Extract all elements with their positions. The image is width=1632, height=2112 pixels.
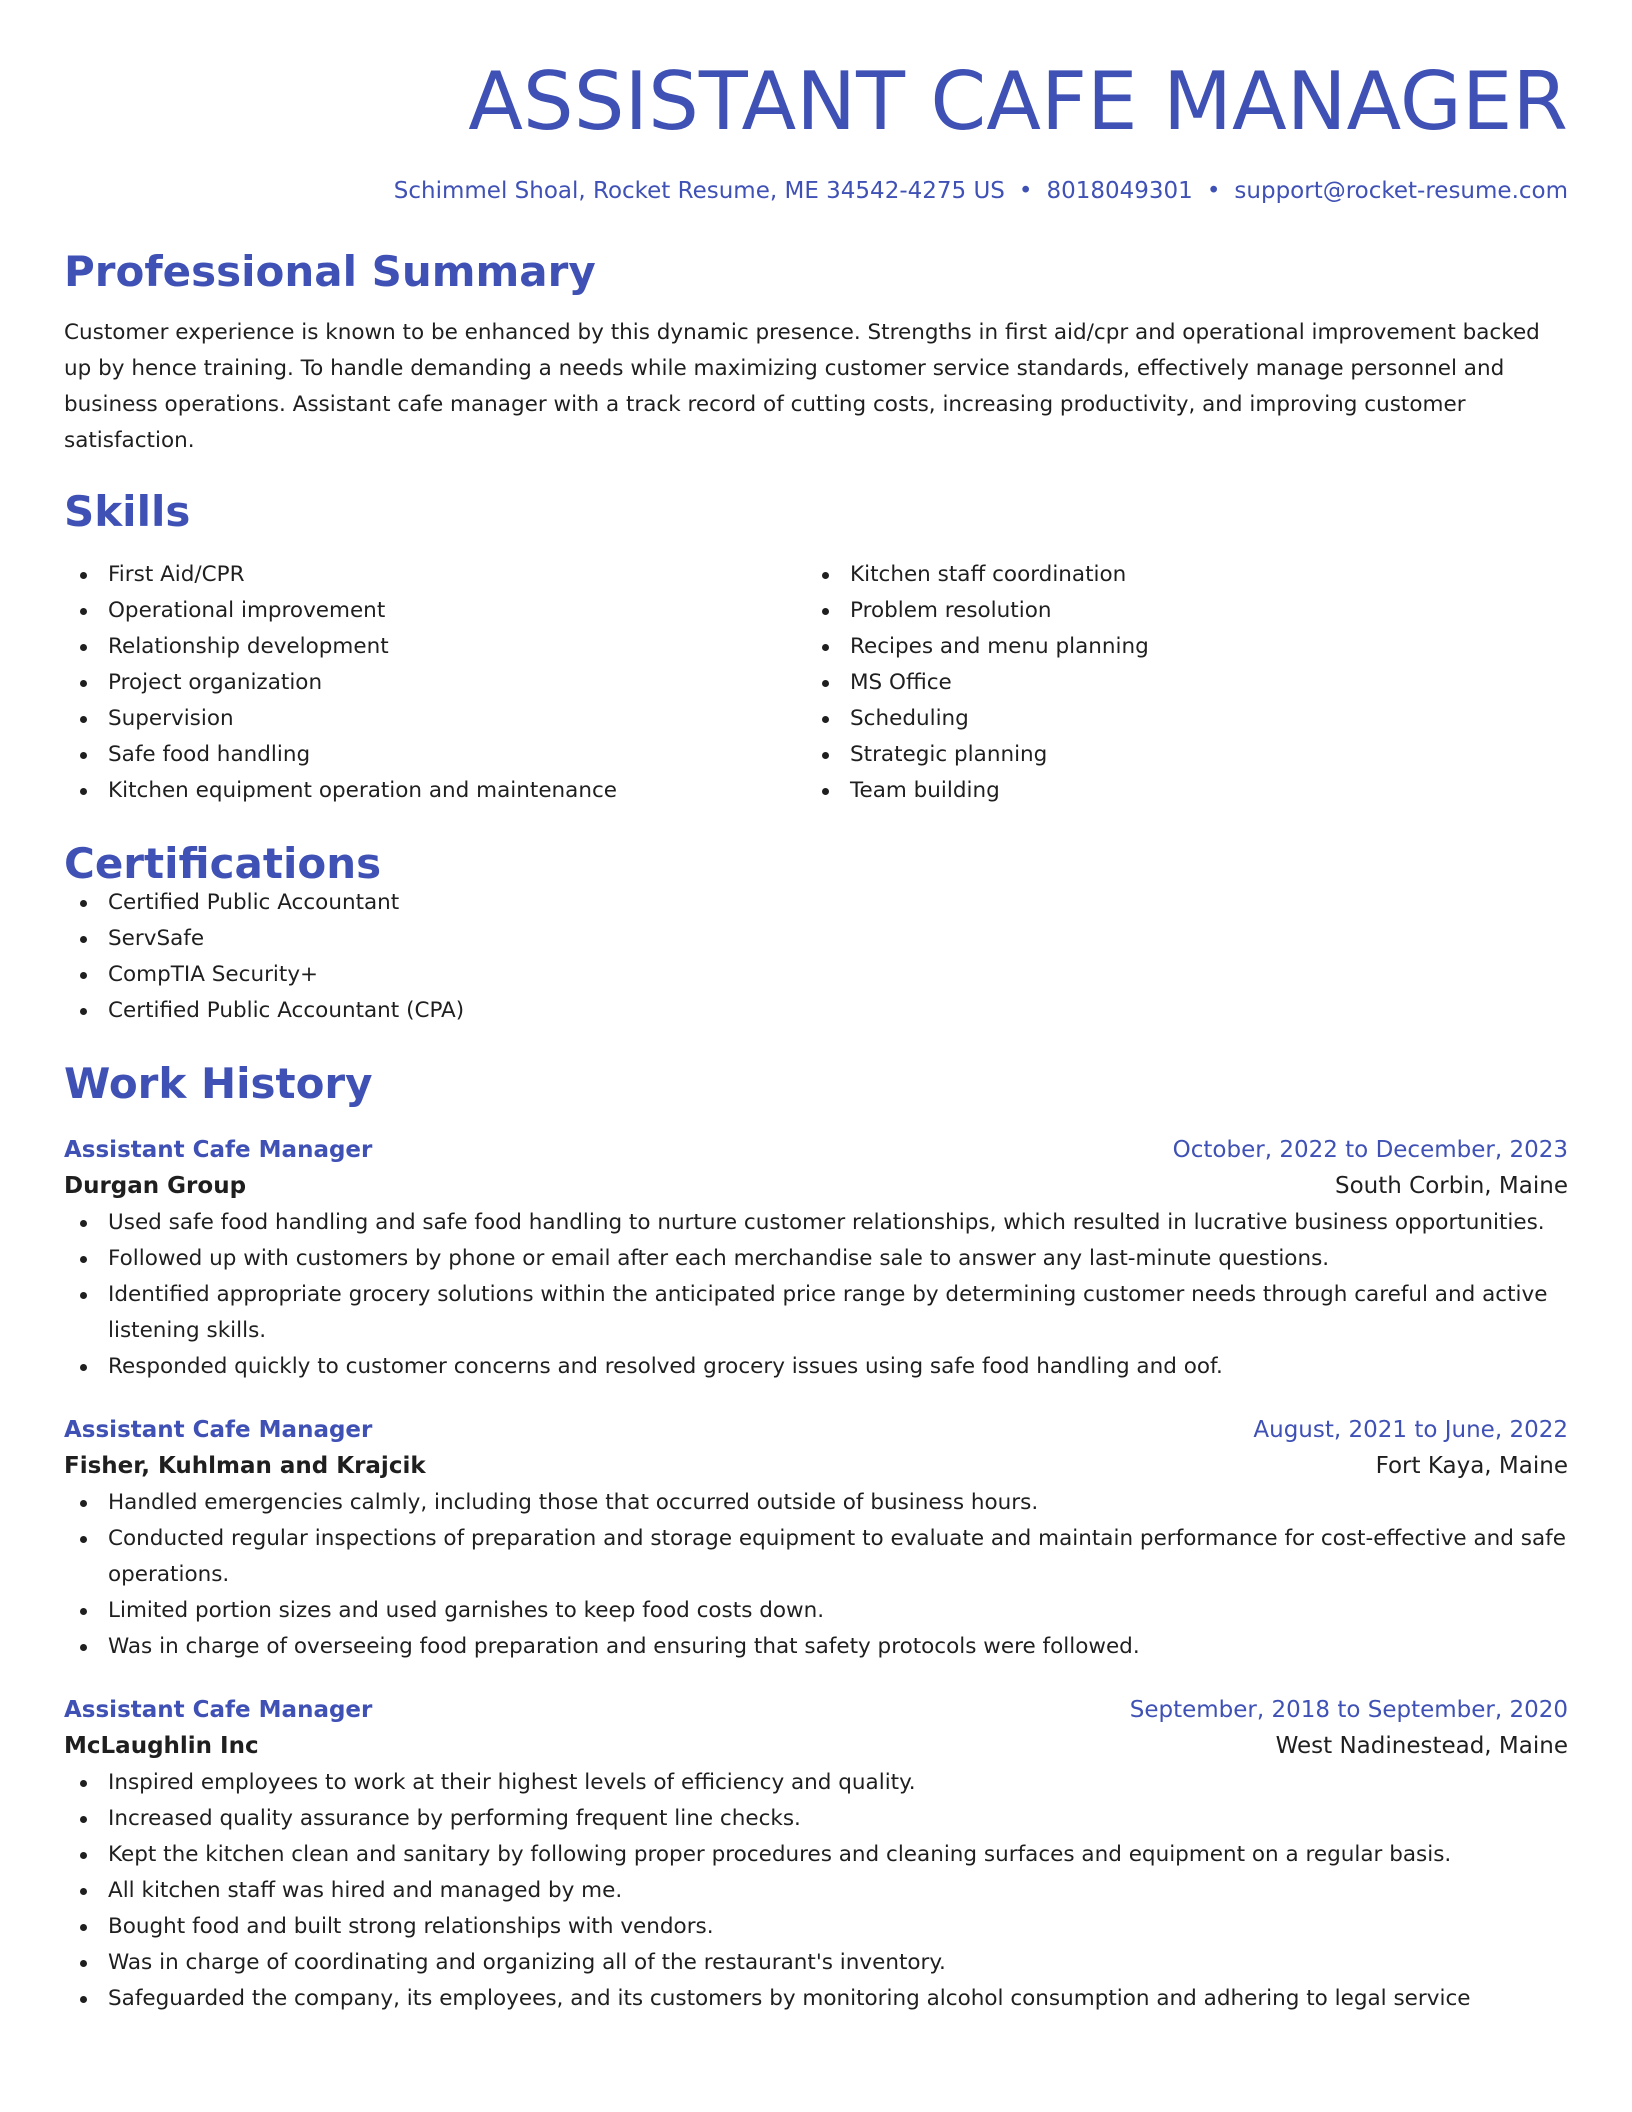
job-entry [64,1133,1568,1385]
job-bullet: Limited portion sizes and used garnishes to keep food costs down. [64,1593,1568,1629]
resume-name: ASSISTANT CAFE MANAGER [468,55,1568,148]
job-bullet: Identified appropriate grocery solutions within the anticipated price range by determining customer needs through careful and active listening skills. [64,1277,1568,1349]
job-dates: August, 2021 to June, 2022 [1253,1417,1568,1443]
skill-item: Supervision [64,701,806,737]
skill-item: Scheduling [806,701,1548,737]
job-bullets [64,1205,1568,1385]
skill-item: Kitchen staff coordination [806,557,1548,593]
job-bullet: Inspired employees to work at their highest levels of efficiency and quality. [64,1765,1568,1801]
job-company-row [64,1447,1568,1485]
certification-item: CompTIA Security+ [64,957,1568,993]
skill-item: Safe food handling [64,737,806,773]
skill-item: Team building [806,773,1548,809]
job-entry [64,1413,1568,1665]
skill-item: Strategic planning [806,737,1548,773]
job-bullet: Was in charge of overseeing food preparation and ensuring that safety protocols were followed. [64,1629,1568,1665]
job-bullet: Responded quickly to customer concerns and resolved grocery issues using safe food handling and oof. [64,1349,1568,1385]
job-header-row [64,1693,1568,1727]
skill-item: Problem resolution [806,593,1548,629]
job-dates: October, 2022 to December, 2023 [1172,1137,1568,1163]
job-company-row [64,1167,1568,1205]
job-bullet: Conducted regular inspections of preparation and storage equipment to evaluate and maintain performance for cost-effective and safe operations. [64,1521,1568,1593]
contact-phone: 8018049301 [1046,178,1193,204]
skill-item: Project organization [64,665,806,701]
job-bullet: Safeguarded the company, its employees, and its customers by monitoring alcohol consumption and adhering to legal service [64,1981,1568,2017]
job-header-row [64,1133,1568,1167]
job-title: Assistant Cafe Manager [64,1417,373,1443]
contact-separator: • [1018,178,1033,204]
skills-grid [64,557,1568,809]
job-bullets [64,1485,1568,1665]
job-header-row [64,1413,1568,1447]
certification-item: Certified Public Accountant (CPA) [64,993,1568,1029]
job-bullet: Used safe food handling and safe food handling to nurture customer relationships, which resulted in lucrative business opportunities. [64,1205,1568,1241]
work-history-heading: Work History [64,1059,373,1108]
job-company-row [64,1727,1568,1765]
skill-item: Kitchen equipment operation and maintenance [64,773,806,809]
job-bullet: Increased quality assurance by performing frequent line checks. [64,1801,1568,1837]
job-bullet: Kept the kitchen clean and sanitary by following proper procedures and cleaning surfaces and equipment on a regular basis. [64,1837,1568,1873]
job-dates: September, 2018 to September, 2020 [1129,1697,1568,1723]
skill-item: Recipes and menu planning [806,629,1548,665]
job-company: Durgan Group [64,1173,247,1199]
job-location: Fort Kaya, Maine [1375,1453,1568,1479]
summary-heading: Professional Summary [64,247,596,296]
contact-line [64,180,1568,203]
skill-item: First Aid/CPR [64,557,806,593]
job-bullet: Bought food and built strong relationships with vendors. [64,1909,1568,1945]
job-title: Assistant Cafe Manager [64,1137,373,1163]
job-location: West Nadinestead, Maine [1275,1733,1568,1759]
job-bullets [64,1765,1568,2017]
certification-item: Certified Public Accountant [64,885,1568,921]
certifications-list [64,885,1568,1029]
job-bullet: All kitchen staff was hired and managed by me. [64,1873,1568,1909]
certifications-heading: Certifications [64,839,382,888]
job-company: Fisher, Kuhlman and Krajcik [64,1453,426,1479]
job-entry [64,1693,1568,2017]
skill-item: MS Office [806,665,1548,701]
skills-list-left [64,557,806,809]
summary-text: Customer experience is known to be enhanced by this dynamic presence. Strengths in first aid/cpr and operational improvement backed up by hence training. To handle demanding a needs while maximizing customer service standards, effectively manage personnel and business operations. Assistant cafe manager with a track record of cutting costs, increasing productivity, and improving customer satisfaction. [64,320,1540,453]
job-title: Assistant Cafe Manager [64,1697,373,1723]
resume-page [64,0,1568,2017]
certification-item: ServSafe [64,921,1568,957]
job-company: McLaughlin Inc [64,1733,259,1759]
skill-item: Relationship development [64,629,806,665]
contact-email[interactable]: support@rocket-resume.com [1234,178,1568,204]
job-bullet: Was in charge of coordinating and organizing all of the restaurant's inventory. [64,1945,1568,1981]
contact-address: Schimmel Shoal, Rocket Resume, ME 34542-4275 US [393,178,1005,204]
job-bullet: Followed up with customers by phone or email after each merchandise sale to answer any last-minute questions. [64,1241,1568,1277]
job-location: South Corbin, Maine [1335,1173,1568,1199]
skills-heading: Skills [64,487,191,536]
skill-item: Operational improvement [64,593,806,629]
job-bullet: Handled emergencies calmly, including those that occurred outside of business hours. [64,1485,1568,1521]
skills-column-right [806,557,1548,809]
contact-separator: • [1206,178,1221,204]
skills-column-left [64,557,806,809]
skills-list-right [806,557,1548,809]
